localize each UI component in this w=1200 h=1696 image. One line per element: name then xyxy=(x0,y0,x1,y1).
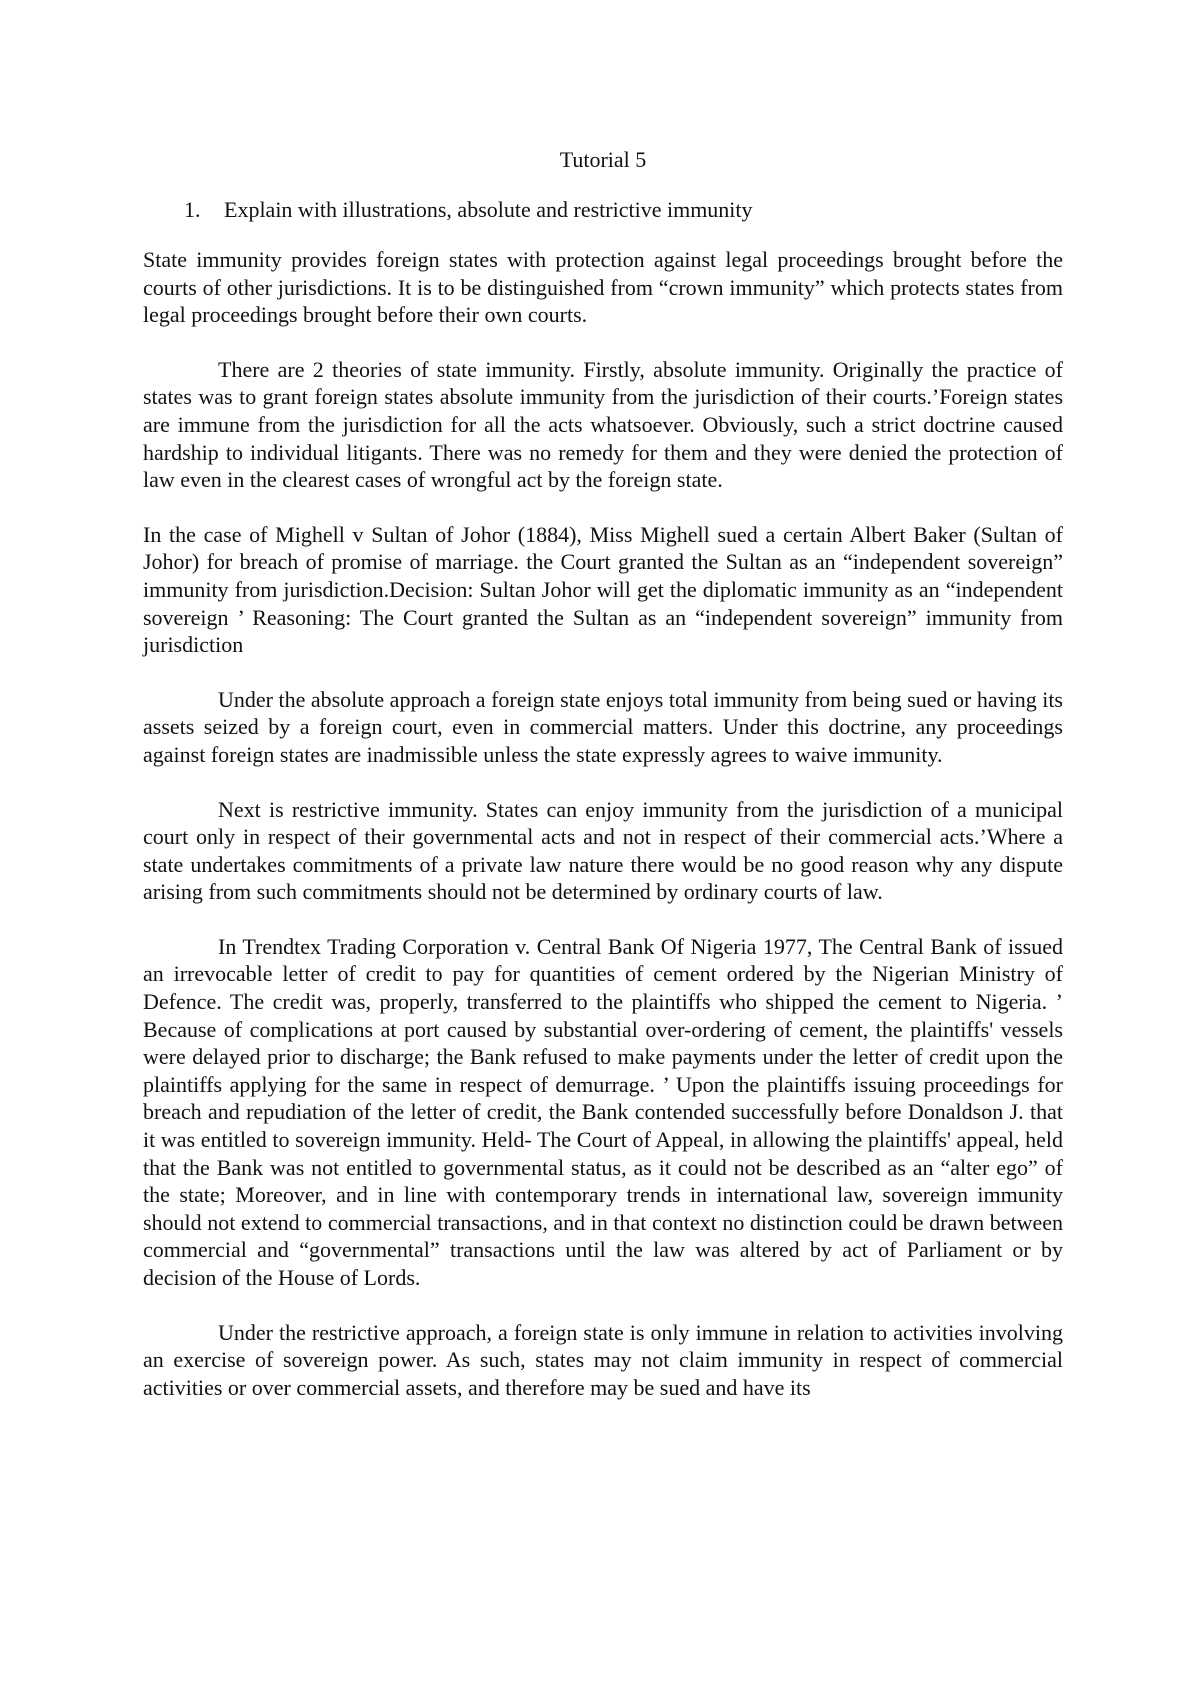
question-text: Explain with illustrations, absolute and restrictive immunity xyxy=(224,197,753,222)
paragraph-absolute-immunity-theory: There are 2 theories of state immunity. Firstly, absolute immunity. Originally the practice of states was to grant foreign states absolute immunity from the jurisdiction of their courts.’Foreign states are immune from the jurisdiction for all the acts whatsoever. Obviously, such a strict doctrine caused hardship to individual litigants. There was no remedy for them and they were denied the protection of law even in the clearest cases of wrongful act by the foreign state. xyxy=(143,356,1063,493)
document-title: Tutorial 5 xyxy=(559,147,647,172)
question-item xyxy=(143,196,1063,224)
paragraph-restrictive-immunity: Next is restrictive immunity. States can enjoy immunity from the jurisdiction of a municipal court only in respect of their governmental acts and not in respect of their commercial acts.’Where a state undertakes commitments of a private law nature there would be no good reason why any dispute arising from such commitments should not be determined by ordinary courts of law. xyxy=(143,796,1063,905)
paragraph-absolute-approach: Under the absolute approach a foreign state enjoys total immunity from being sued or having its assets seized by a foreign court, even in commercial matters. Under this doctrine, any proceedings against foreign states are inadmissible unless the state expressly agrees to waive immunity. xyxy=(143,686,1063,767)
paragraph-mighell-case: In the case of Mighell v Sultan of Johor (1884), Miss Mighell sued a certain Albert Baker (Sultan of Johor) for breach of promise of marriage. the Court granted the Sultan as an “independent sovereign” immunity from jurisdiction.Decision: Sultan Johor will get the diplomatic immunity as an “independent sovereign ’ Reasoning: The Court granted the Sultan as an “independent sovereign” immunity from jurisdiction xyxy=(143,521,1063,658)
document-body xyxy=(143,146,1063,1401)
question-number: 1. xyxy=(184,197,201,222)
paragraph-trendtex-case: In Trendtex Trading Corporation v. Central Bank Of Nigeria 1977, The Central Bank of issued an irrevocable letter of credit to pay for quantities of cement ordered by the Nigerian Ministry of Defence. The credit was, properly, transferred to the plaintiffs who shipped the cement to Nigeria. ’ Because of complications at port caused by substantial over-ordering of cement, the plaintiffs' vessels were delayed prior to discharge; the Bank refused to make payments under the letter of credit upon the plaintiffs applying for the same in respect of demurrage. ’ Upon the plaintiffs issuing proceedings for breach and repudiation of the letter of credit, the Bank contended successfully before Donaldson J. that it was entitled to sovereign immunity. Held- The Court of Appeal, in allowing the plaintiffs' appeal, held that the Bank was not entitled to governmental status, as it could not be described as an “alter ego” of the state; Moreover, and in line with contemporary trends in international law, sovereign immunity should not extend to commercial transactions, and in that context no distinction could be drawn between commercial and “governmental” transactions until the law was altered by act of Parliament or by decision of the House of Lords. xyxy=(143,933,1063,1290)
paragraph-restrictive-approach: Under the restrictive approach, a foreign state is only immune in relation to activities involving an exercise of sovereign power. As such, states may not claim immunity in respect of commercial activities or over commercial assets, and therefore may be sued and have its xyxy=(143,1319,1063,1400)
paragraph-state-immunity-definition: State immunity provides foreign states with protection against legal proceedings brought before the courts of other jurisdictions. It is to be distinguished from “crown immunity” which protects states from legal proceedings brought before their own courts. xyxy=(143,247,1063,328)
